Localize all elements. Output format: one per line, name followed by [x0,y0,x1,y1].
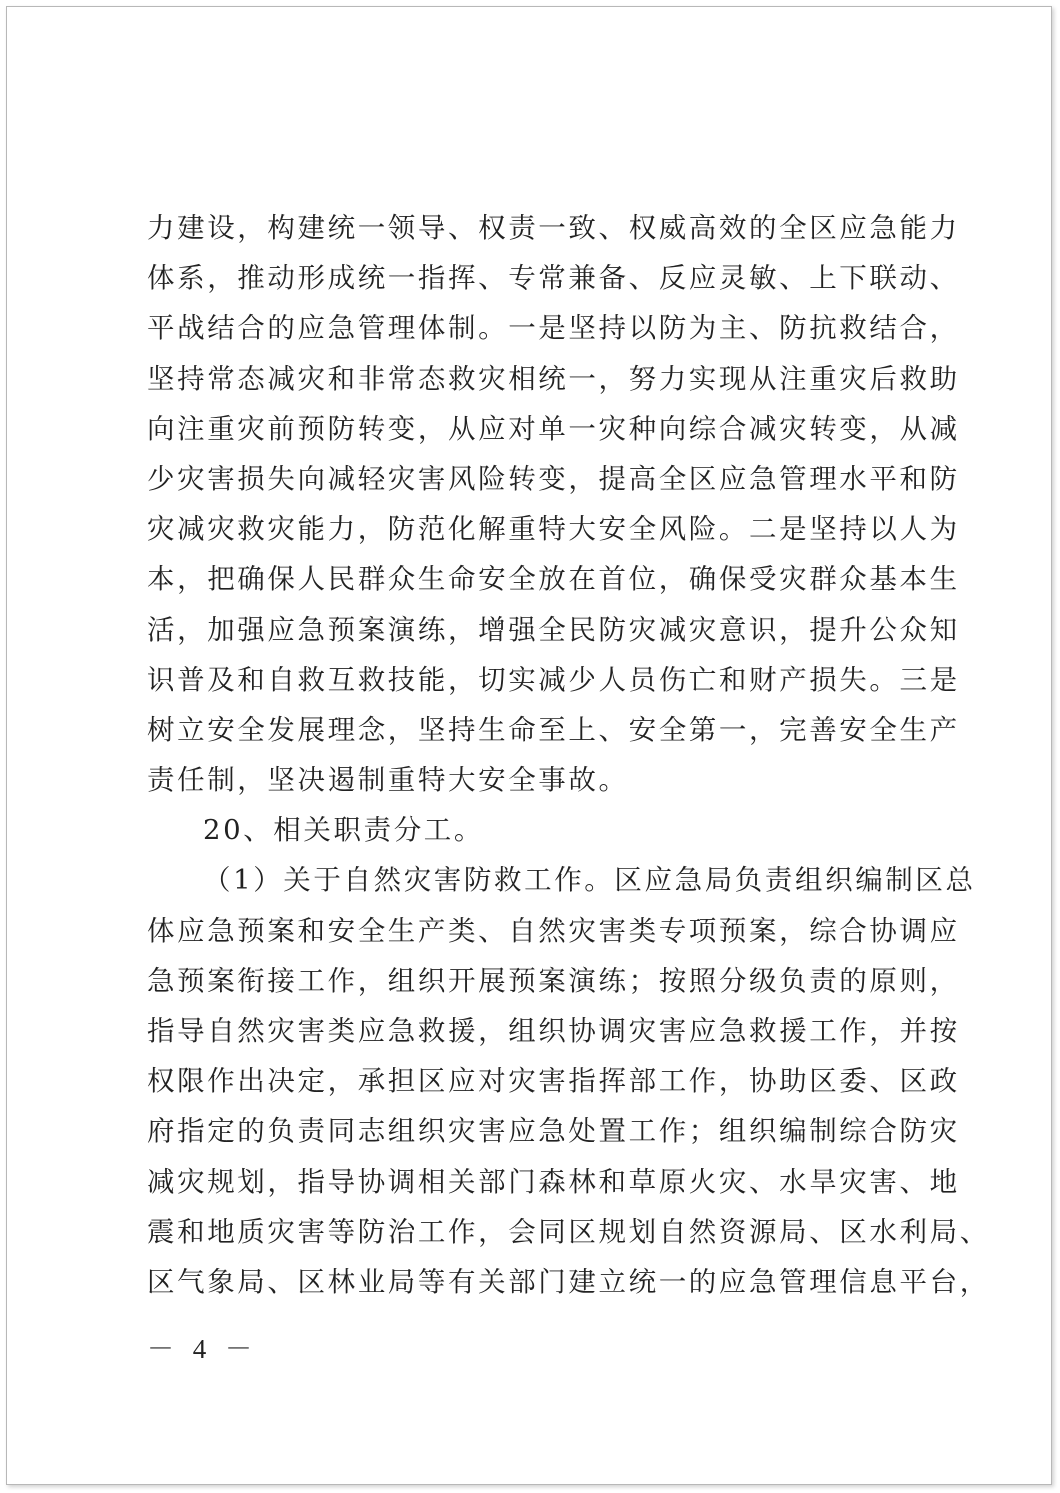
document-page [6,6,1052,1485]
text-line: 体应急预案和安全生产类、自然灾害类专项预案，综合协调应 [147,914,960,947]
text-line: 树立安全发展理念，坚持生命至上、安全第一，完善安全生产 [147,713,960,746]
text-line: 坚持常态减灾和非常态救灾相统一，努力实现从注重灾后救助 [147,362,960,395]
body-text [147,203,990,1307]
text-line: 减灾规划，指导协调相关部门森林和草原火灾、水旱灾害、地 [147,1165,960,1198]
text-line: 震和地质灾害等防治工作，会同区规划自然资源局、区水利局、 [147,1215,990,1248]
text-line: 平战结合的应急管理体制。一是坚持以防为主、防抗救结合， [147,312,960,345]
text-line: 力建设，构建统一领导、权责一致、权威高效的全区应急能力 [147,212,960,244]
text-line: 指导自然灾害类应急救援，组织协调灾害应急救援工作，并按 [147,1015,960,1047]
section-heading: 20、相关职责分工。 [203,814,484,847]
text-line: 少灾害损失向减轻灾害风险转变，提高全区应急管理水平和防 [147,462,960,495]
page-number: － 4 － [147,1334,258,1364]
text-line: 灾减灾救灾能力，防范化解重特大安全风险。二是坚持以人为 [147,513,960,546]
text-line: 本，把确保人民群众生命安全放在首位，确保受灾群众基本生 [147,563,960,596]
text-line: 责任制，坚决遏制重特大安全事故。 [147,764,629,797]
text-line: 权限作出决定，承担区应对灾害指挥部工作，协助区委、区政 [147,1065,960,1098]
text-line: 识普及和自救互救技能，切实减少人员伤亡和财产损失。三是 [147,663,960,696]
text-line: 府指定的负责同志组织灾害应急处置工作；组织编制综合防灾 [147,1115,960,1148]
text-line: 向注重灾前预防转变，从应对单一灾种向综合减灾转变，从减 [147,412,960,445]
text-line: 区气象局、区林业局等有关部门建立统一的应急管理信息平台， [147,1265,990,1298]
text-line: （1）关于自然灾害防救工作。区应急局负责组织编制区总 [203,864,976,897]
text-line: 体系，推动形成统一指挥、专常兼备、反应灵敏、上下联动、 [147,262,960,295]
text-line: 急预案衔接工作，组织开展预案演练；按照分级负责的原则， [147,964,960,997]
text-line: 活，加强应急预案演练，增强全民防灾减灾意识，提升公众知 [147,613,960,646]
